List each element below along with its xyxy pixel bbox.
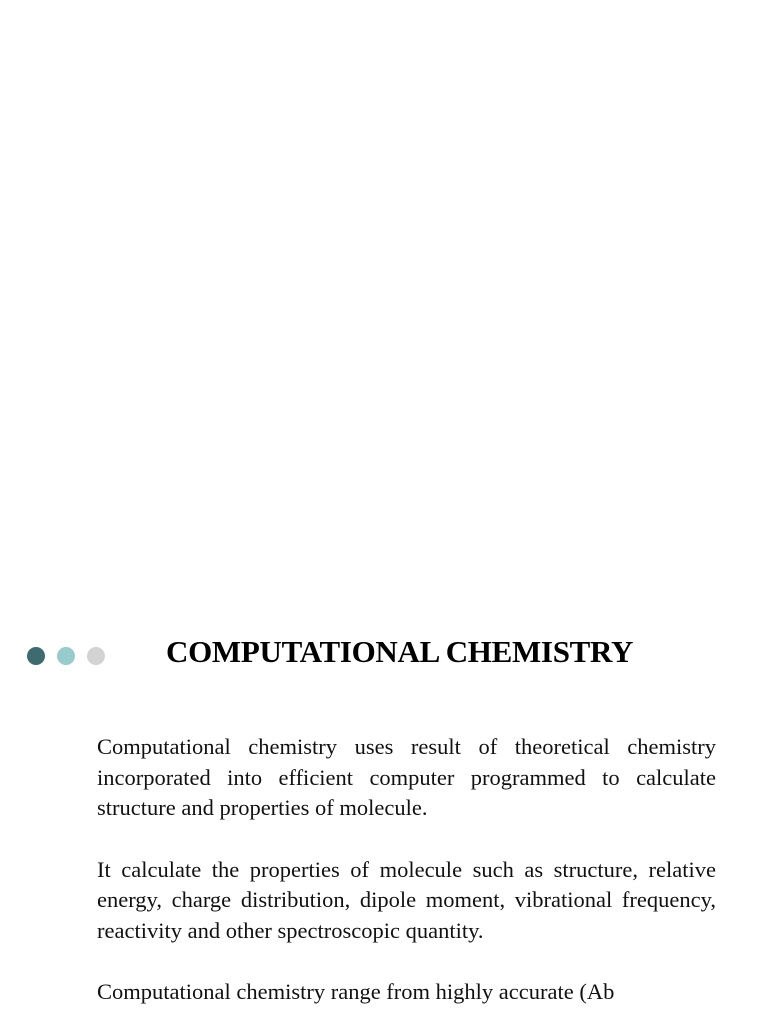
paragraph-definition: Computational chemistry uses result of theoretical chemistry incorporated into efficient computer programmed to calculate structure and properties of molecule. bbox=[97, 734, 716, 820]
paragraph-range: Computational chemistry range from highly accurate (Ab bbox=[97, 979, 615, 1004]
paragraph-properties: It calculate the properties of molecule such as structure, relative energy, charge distribution, dipole moment, vibrational frequency, reactivity and other spectroscopic quantity. bbox=[97, 856, 716, 943]
slide-body bbox=[97, 732, 716, 1024]
dot-light-teal-icon bbox=[57, 647, 75, 665]
slide-title: COMPUTATIONAL CHEMISTRY bbox=[166, 634, 634, 669]
dot-dark-teal-icon bbox=[27, 647, 45, 665]
title-bullet-dots bbox=[27, 647, 105, 665]
dot-gray-icon bbox=[87, 647, 105, 665]
